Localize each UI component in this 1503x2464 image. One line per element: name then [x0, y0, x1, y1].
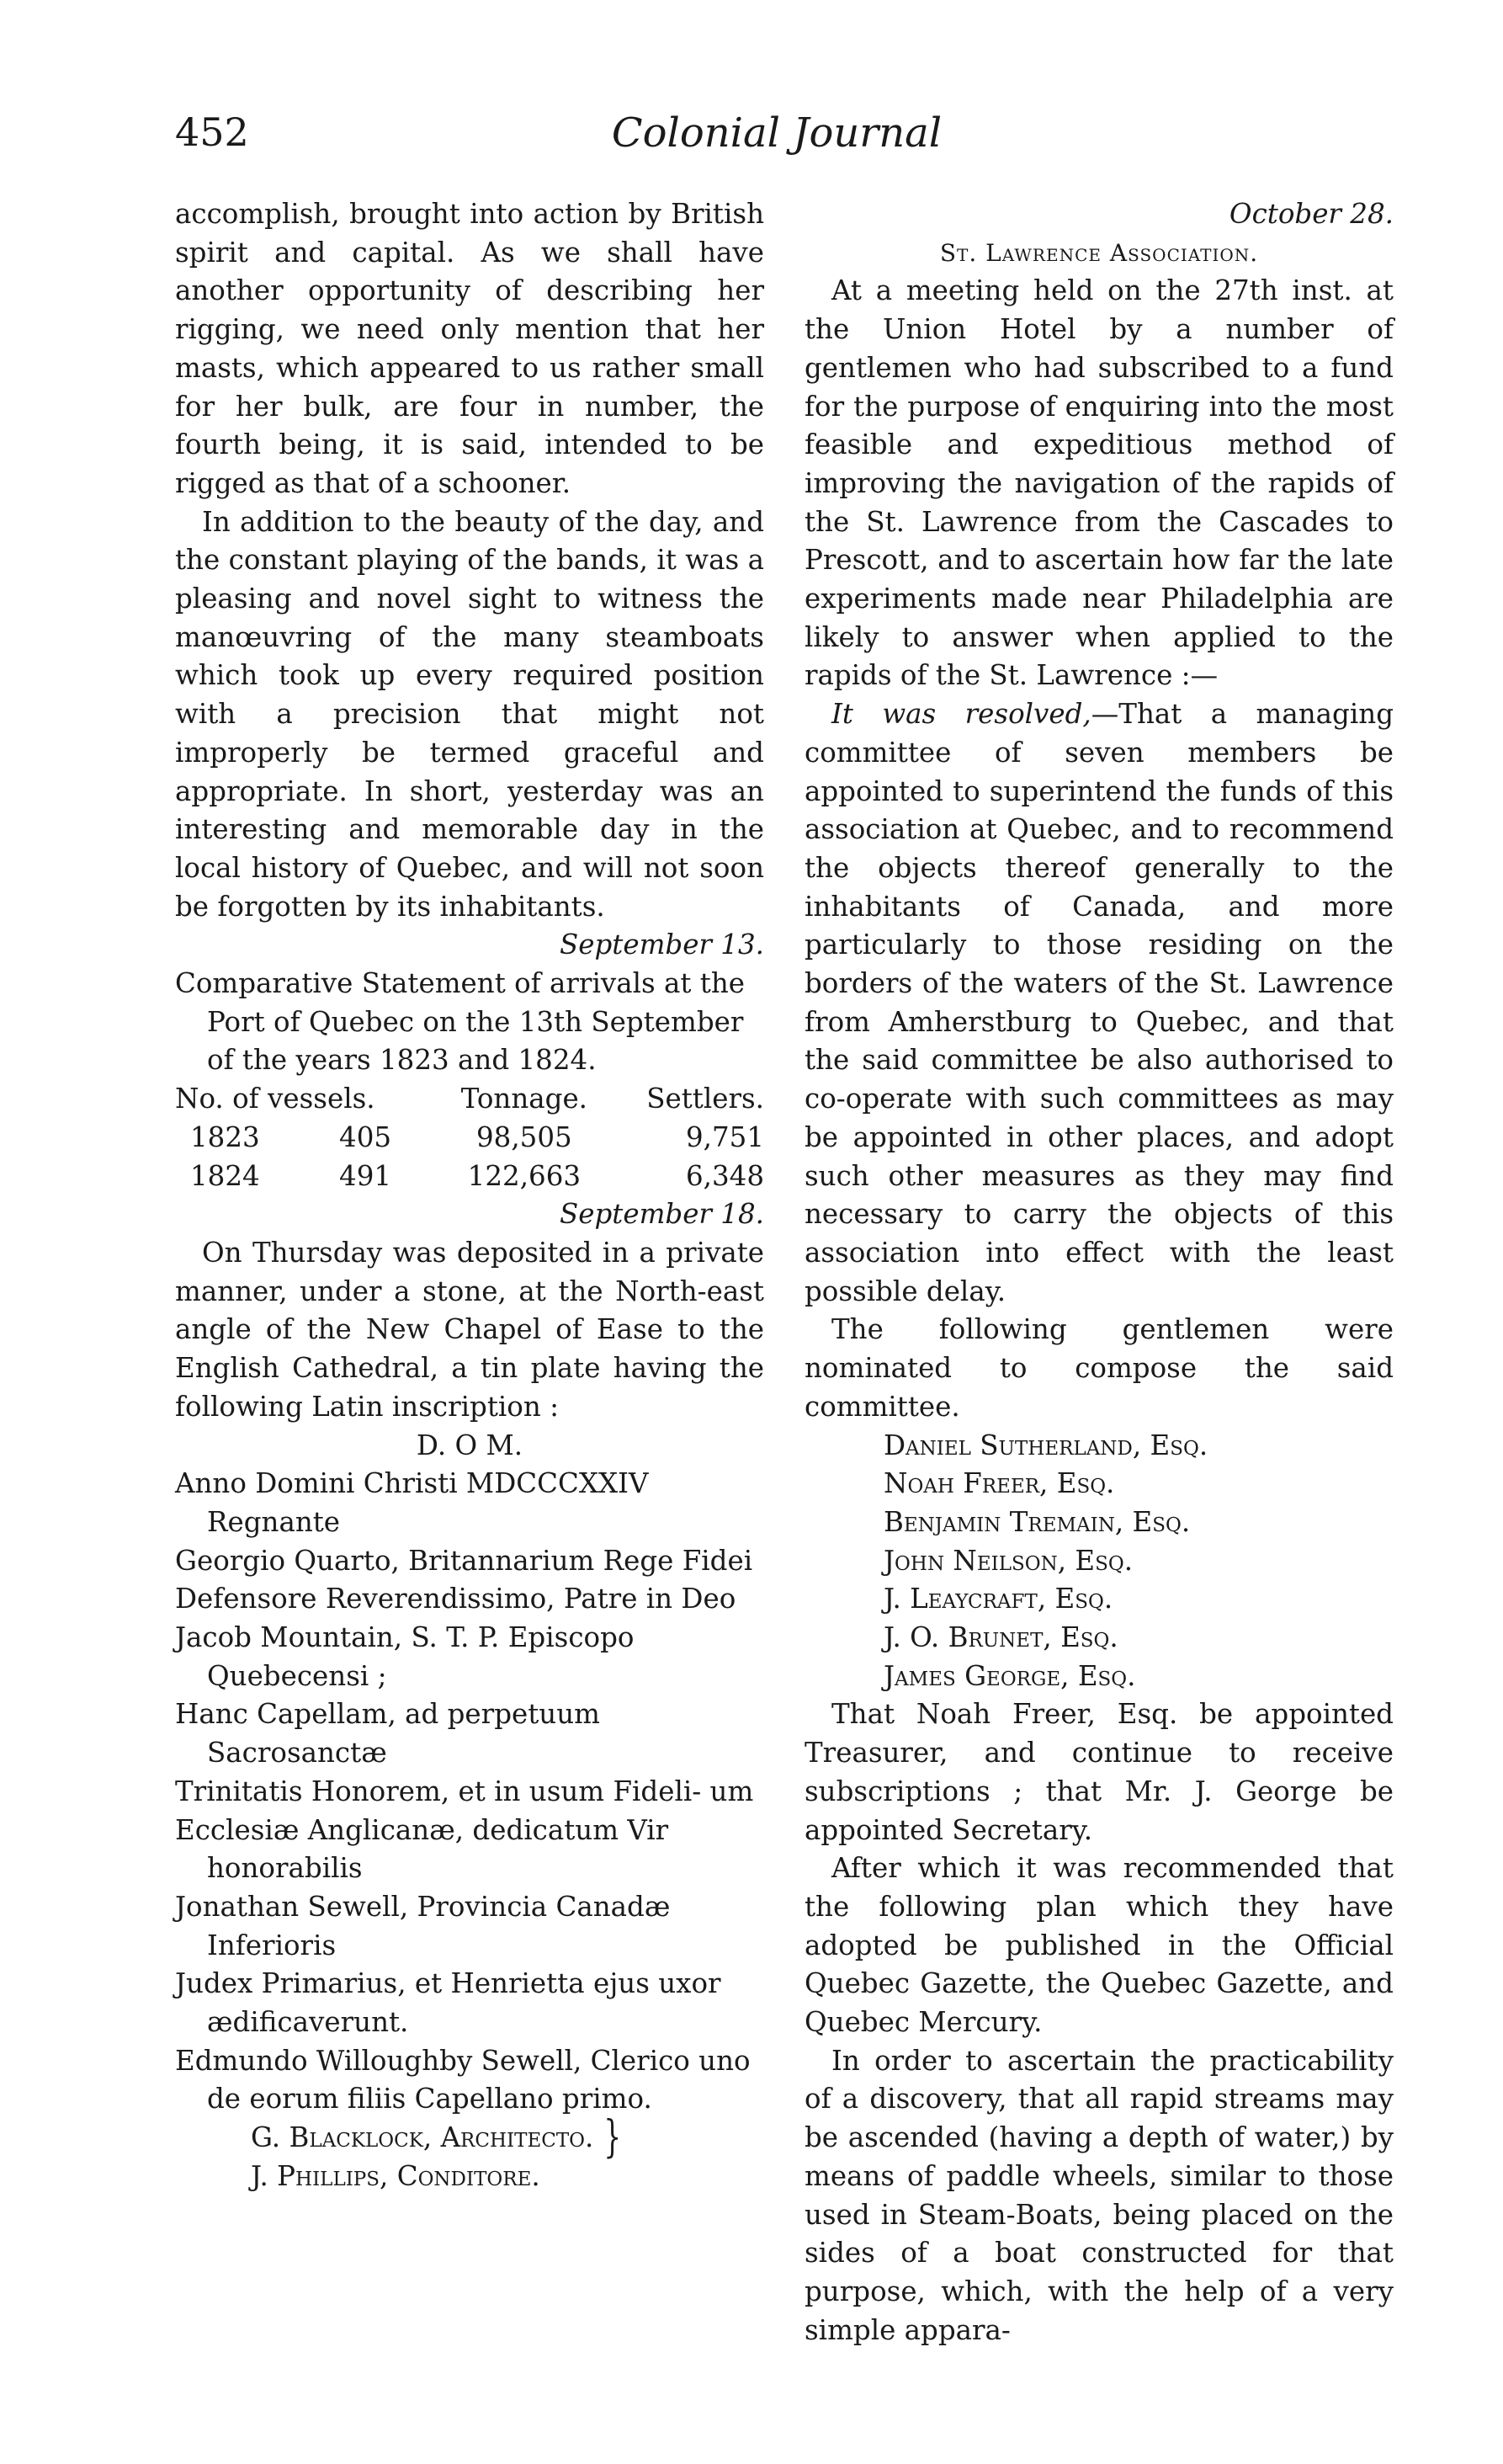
inscription [175, 1465, 764, 2119]
list-item: Noah Freer, Esq. [884, 1467, 1115, 1500]
founder-name: J. Phillips, Conditore. [251, 2159, 540, 2192]
table-cell: 405 [339, 1120, 392, 1153]
list-item: James George, Esq. [884, 1659, 1136, 1692]
table-header-row [175, 1080, 764, 1119]
table-cell: 1823 [190, 1120, 260, 1153]
statement-title: Comparative Statement of arrivals at the Port of Quebec on the 13th September of the years 1823 and 1824. [175, 967, 745, 1077]
paragraph: After which it was recommended that the following plan which they have adopted be published in the Official Quebec Gazette, the Quebec Gazette, and Quebec Mercury. [805, 1852, 1394, 2039]
inscription-heading: D. O M. [416, 1429, 523, 1461]
right-column [805, 195, 1394, 2350]
inscription-line: Hanc Capellam, ad perpetuum Sacrosanctæ [175, 1698, 600, 1770]
inscription-line: Georgio Quarto, Britannarium Rege Fidei [175, 1544, 753, 1577]
paragraph: On Thursday was deposited in a private manner, under a stone, at the North-east angle of the New Chapel of Ease to the English Cathedral, a tin plate having the following Latin inscription : [175, 1236, 764, 1423]
resolved-label: It was resolved, [831, 698, 1091, 731]
inscription-line: Anno Domini Christi MDCCCXXIV Regnante [175, 1467, 649, 1538]
dateline: September 13. [559, 929, 764, 961]
inscription-line: Jonathan Sewell, Provincia Canadæ Inferioris [175, 1890, 671, 1961]
table-header: Settlers. [646, 1083, 764, 1115]
brace-glyph: } [603, 2111, 622, 2163]
page-header [175, 109, 1378, 177]
paragraph: That Noah Freer, Esq. be appointed Treasurer, and continue to receive subscriptions ; that Mr. J. George be appointed Secretary. [805, 1698, 1394, 1846]
list-item: J. O. Brunet, Esq. [884, 1621, 1118, 1654]
resolution-text: —That a managing committee of seven members be appointed to superintend the funds of this association at Quebec, and to recommend the objects thereof generally to the inhabitants of Canada, and more particularly to those residing on the borders of the waters of the St. Lawrence from Amherstburg to Quebec, and that the said committee be also authorised to co-operate with such committees as may be appointed in other places, and adopt such other measures as they may find necessary to carry the objects of this association into effect with the least possible delay. [805, 698, 1394, 1307]
architect-line [251, 2111, 764, 2163]
inscription-line: Judex Primarius, et Henrietta ejus uxor ædificaverunt. [175, 1967, 721, 2039]
list-item: J. Leaycraft, Esq. [884, 1583, 1113, 1615]
paragraph: In order to ascertain the practicability of a discovery, that all rapid streams may be ascended (having a depth of water,) by means of paddle wheels, similar to those used in Steam-Boats, being placed on the sides of a boat constructed for that purpose, which, with the help of a very simple appara- [805, 2044, 1394, 2346]
inscription-line: Defensore Reverendissimo, Patre in Deo [175, 1583, 736, 1615]
table-row [175, 1157, 764, 1196]
list-item: Daniel Sutherland, Esq. [884, 1429, 1208, 1461]
table-cell: 122,663 [467, 1159, 582, 1192]
paragraph: accomplish, brought into action by British spirit and capital. As we shall have another opportunity of describing her rigging, we need only mention that her masts, which appeared to us rather small for her bulk, are four in number, the fourth being, it is said, intended to be rigged as that of a schooner. [175, 198, 764, 499]
inscription-line: Ecclesiæ Anglicanæ, dedicatum Vir honorabilis [175, 1813, 669, 1885]
table-cell: 9,751 [685, 1120, 764, 1153]
inscription-line: Edmundo Willoughby Sewell, Clerico uno de eorum filiis Capellano primo. [175, 2044, 751, 2115]
arrivals-table [175, 1080, 764, 1195]
left-column [175, 195, 764, 2196]
table-header: No. of vessels. [175, 1083, 375, 1115]
running-title: Colonial Journal [611, 109, 943, 157]
dateline: October 28. [1229, 198, 1394, 230]
table-cell: 491 [339, 1159, 392, 1192]
inscription-line: Jacob Mountain, S. T. P. Episcopo Quebecensi ; [175, 1621, 635, 1692]
table-cell: 1824 [190, 1159, 260, 1192]
dateline: September 18. [559, 1198, 764, 1231]
table-cell: 98,505 [476, 1120, 572, 1153]
committee-list [805, 1427, 1394, 1696]
section-heading: St. Lawrence Association. [939, 238, 1259, 267]
list-item: Benjamin Tremain, Esq. [884, 1505, 1191, 1538]
paragraph: The following gentlemen were nominated to compose the said committee. [805, 1313, 1394, 1423]
list-item: John Neilson, Esq. [884, 1544, 1134, 1577]
table-row [175, 1119, 764, 1157]
page-number: 452 [175, 109, 249, 155]
table-cell: 6,348 [685, 1159, 764, 1192]
paragraph: At a meeting held on the 27th inst. at the Union Hotel by a number of gentlemen who had subscribed to a fund for the purpose of enquiring into the most feasible and expeditious method of improving the navigation of the rapids of the St. Lawrence from the Cascades to Prescott, and to ascertain how far the late experiments made near Philadelphia are likely to answer when applied to the rapids of the St. Lawrence :— [805, 274, 1394, 692]
signoff [175, 2111, 764, 2195]
architect-name: G. Blacklock, Architecto. [251, 2121, 594, 2154]
paragraph [805, 695, 1394, 1311]
founder-line [251, 2158, 764, 2196]
inscription-line: Trinitatis Honorem, et in usum Fideli- um [175, 1775, 754, 1807]
paragraph: In addition to the beauty of the day, and the constant playing of the bands, it was a pleasing and novel sight to witness the manœuvring of the many steamboats which took up every required position with a precision that might not improperly be termed graceful and appropriate. In short, yesterday was an interesting and memorable day in the local history of Quebec, and will not soon be forgotten by its inhabitants. [175, 505, 764, 923]
table-header: Tonnage. [460, 1083, 588, 1115]
